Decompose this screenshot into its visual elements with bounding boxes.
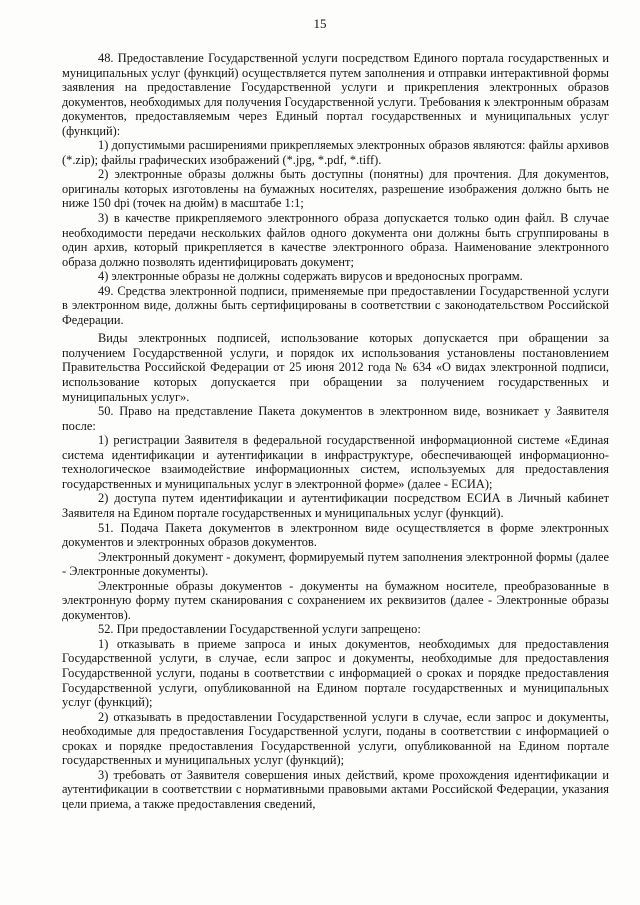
document-body	[62, 47, 609, 811]
paragraph-50-item-1: 1) регистрации Заявителя в федеральной государственной информационной системе «Единая система идентификации и аутентификации в инфраструктуре, обеспечивающей информационно-технологическое взаимодействие информационных систем, используемых для предоставления государственных и муниципальных услуг в электронной форме» (далее - ЕСИА);	[62, 433, 609, 491]
paragraph-52-item-3: 3) требовать от Заявителя совершения иных действий, кроме прохождения идентификации и аутентификации в соответствии с нормативными правовыми актами Российской Федерации, указания цели приема, а также предоставления сведений,	[62, 767, 609, 811]
paragraph-49: 49. Средства электронной подписи, применяемые при предоставлении Государственной услуги в электронном виде, должны быть сертифицированы в соответствии с законодательством Российской Федерации.	[62, 283, 609, 327]
paragraph-48: 48. Предоставление Государственной услуги посредством Единого портала государственных и муниципальных услуг (функций) осуществляется путем заполнения и отправки интерактивной формы заявления на предоставление Государственной услуги и прикрепления электронных образов документов, необходимых для получения Государственной услуги. Требования к электронным образам документов, предоставляемым через Единый портал государственных и муниципальных услуг (функций):	[62, 51, 609, 138]
paragraph-50: 50. Право на представление Пакета документов в электронном виде, возникает у Заявителя после:	[62, 404, 609, 433]
paragraph-51-electronic-images: Электронные образы документов - документы на бумажном носителе, преобразованные в электронную форму путем сканирования с сохранением их реквизитов (далее - Электронные образы документов).	[62, 578, 609, 622]
paragraph-52: 52. При предоставлении Государственной услуги запрещено:	[98, 622, 421, 637]
page-number: 15	[313, 16, 327, 31]
paragraph-48-item-1: 1) допустимыми расширениями прикрепляемых электронных образов являются: файлы архивов (*.zip); файлы графических изображений (*.jpg, *.pdf, *.tiff).	[62, 138, 609, 167]
paragraph-48-item-4: 4) электронные образы не должны содержать вирусов и вредоносных программ.	[98, 269, 523, 284]
paragraph-52-item-1: 1) отказывать в приеме запроса и иных документов, необходимых для предоставления Государственной услуги, в случае, если запрос и документы, необходимые для предоставления Государственной услуги, поданы в соответствии с информацией о сроках и порядке предоставления Государственной услуги, опубликованной на Едином портале государственных и муниципальных услуг (функций);	[62, 636, 609, 710]
paragraph-52-item-2: 2) отказывать в предоставлении Государственной услуги в случае, если запрос и документы, необходимые для предоставления Государственной услуги, поданы в соответствии с информацией о сроках и порядке предоставления Государственной услуги, опубликованной на Едином портале государственных и муниципальных услуг (функций);	[62, 709, 609, 768]
paragraph-48-item-3: 3) в качестве прикрепляемого электронного образа допускается только один файл. В случае необходимости передачи нескольких файлов одного документа они должны быть сгруппированы в один архив, который прикрепляется в качестве электронного образа. Наименование электронного образа должно позволять идентифицировать документ;	[62, 211, 609, 269]
paragraph-51-electronic-document: Электронный документ - документ, формируемый путем заполнения электронной формы (далее - Электронные документы).	[62, 549, 609, 579]
paragraph-48-item-2: 2) электронные образы должны быть доступны (понятны) для прочтения. Для документов, оригиналы которых изготовлены на бумажных носителях, разрешение изображения должно быть не ниже 150 dpi (точек на дюйм) в масштабе 1:1;	[62, 167, 609, 211]
paragraph-50-item-2: 2) доступа путем идентификации и аутентификации посредством ЕСИА в Личный кабинет Заявителя на Едином портале государственных и муниципальных услуг (функций).	[62, 491, 609, 520]
paragraph-49-signature-types: Виды электронных подписей, использование которых допускается при обращении за получением Государственной услуги, и порядок их использования установлены постановлением Правительства Российской Федерации от 25 июня 2012 года № 634 «О видах электронной подписи, использование которых допускается при обращении за получением государственных и муниципальных услуг».	[62, 331, 609, 404]
paragraph-51: 51. Подача Пакета документов в электронном виде осуществляется в форме электронных документов и электронных образов документов.	[62, 520, 609, 550]
